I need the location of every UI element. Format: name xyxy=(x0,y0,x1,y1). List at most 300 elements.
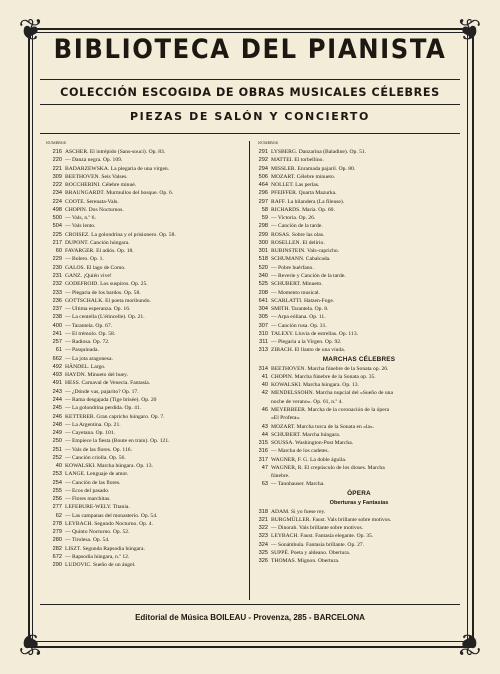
catalog-item-row xyxy=(48,264,244,272)
catalog-title: — Bolero. Op. 1. xyxy=(65,256,104,263)
catalog-title: CHOPIN. Marcha fúnebre de la Sonata op. 35. xyxy=(271,373,376,380)
catalog-number: 324 xyxy=(258,541,268,548)
catalog-title: SCHUMANN. Cabalcada. xyxy=(271,256,331,263)
catalog-item-row xyxy=(48,173,244,181)
left-catalog-column xyxy=(48,148,244,570)
catalog-number: 315 xyxy=(258,440,268,447)
catalog-title: — Sonámbula. Fantasía brillante. Op. 27. xyxy=(271,541,365,548)
catalog-number: 520 xyxy=(258,264,268,271)
catalog-item-row xyxy=(254,165,464,173)
catalog-number: 62 xyxy=(55,512,62,519)
column-header-left: NUMEROS xyxy=(46,141,67,145)
catalog-item-row xyxy=(48,222,244,230)
divider xyxy=(40,104,460,105)
catalog-item-row xyxy=(254,148,464,156)
catalog-title: — El trémolo. Op. 58. xyxy=(65,330,116,337)
catalog-number: 256 xyxy=(52,496,62,503)
catalog-item-row xyxy=(48,487,244,495)
catalog-number: 641 xyxy=(258,297,268,304)
catalog-item-row xyxy=(254,330,464,338)
march-item-row xyxy=(254,406,464,414)
catalog-number: 672 xyxy=(52,554,62,561)
march-item-row xyxy=(254,439,464,447)
catalog-title: — Flores marchitas. xyxy=(65,496,111,503)
catalog-number: 238 xyxy=(52,314,62,321)
catalog-number: 245 xyxy=(52,405,62,412)
catalog-number: 208 xyxy=(258,289,268,296)
catalog-item-row xyxy=(48,454,244,462)
catalog-title: GALOS. El lago de Como. xyxy=(65,264,126,271)
right-catalog-column xyxy=(254,148,464,565)
catalog-title: — Victoria. Op. 26. xyxy=(271,215,316,222)
catalog-item-row xyxy=(48,462,244,470)
catalog-number: 224 xyxy=(52,198,62,205)
catalog-item-row xyxy=(48,396,244,404)
catalog-number: 231 xyxy=(52,272,62,279)
section-subheading-opera: Oberturas y Fantasías xyxy=(329,499,389,506)
catalog-title: CHOPIN. Dos Nocturnos. xyxy=(65,206,124,213)
catalog-title: — Canción criolla. Op. 56. xyxy=(65,454,126,461)
catalog-title: SCHUBERT. Marcha húngara. xyxy=(271,431,341,438)
catalog-item-row xyxy=(48,206,244,214)
catalog-number: 323 xyxy=(258,533,268,540)
catalog-number: 229 xyxy=(52,256,62,263)
catalog-title: — Reverie y Canción de la tarde. xyxy=(271,272,346,279)
catalog-item-row xyxy=(48,363,244,371)
catalog-item-row xyxy=(48,379,244,387)
catalog-title: LEYBACH. Segundo Nocturno. Op. 4. xyxy=(65,520,153,527)
catalog-title: — Arpa eóliana. Op. 11. xyxy=(271,314,326,321)
catalog-item-row xyxy=(48,156,244,164)
catalog-item-row xyxy=(48,437,244,445)
catalog-item-row xyxy=(48,536,244,544)
catalog-number: 464 xyxy=(258,182,268,189)
catalog-item-row xyxy=(48,189,244,197)
catalog-item-row xyxy=(48,404,244,412)
catalog-number: 217 xyxy=(52,239,62,246)
catalog-number: 246 xyxy=(52,413,62,420)
march-item-row xyxy=(254,472,464,480)
catalog-item-row xyxy=(48,280,244,288)
catalog-title: — Rapsodia húngara, n.º 12. xyxy=(65,554,130,561)
catalog-number: 248 xyxy=(52,421,62,428)
catalog-title: — Pasquinada. xyxy=(65,347,99,354)
catalog-item-row xyxy=(254,264,464,272)
ornament-corner-icon: ❦ xyxy=(456,13,482,48)
catalog-title: — Las campanas del monasterio. Op. 54. xyxy=(65,512,158,519)
catalog-title: WAGNER, F. G. La doble águila. xyxy=(271,456,347,463)
catalog-number: 59 xyxy=(261,215,268,222)
catalog-number: 322 xyxy=(258,525,268,532)
catalog-number: 257 xyxy=(52,339,62,346)
catalog-title: BADARZEWSKA. La plegaria de una virgen. xyxy=(65,165,170,172)
catalog-title: SMITH. Tarantela. Op. 8. xyxy=(271,306,329,313)
catalog-item-row xyxy=(254,305,464,313)
catalog-title: HESS. Carnaval de Venecia. Fantasía. xyxy=(65,380,151,387)
opera-item-row xyxy=(254,532,464,540)
catalog-item-row xyxy=(48,528,244,536)
catalog-item-row xyxy=(254,189,464,197)
march-item-row xyxy=(254,447,464,455)
divider xyxy=(40,79,460,80)
catalog-item-row xyxy=(254,289,464,297)
catalog-number: 292 xyxy=(258,157,268,164)
catalog-item-row xyxy=(48,305,244,313)
march-item-row xyxy=(254,365,464,373)
catalog-number: 234 xyxy=(52,190,62,197)
catalog-item-row xyxy=(254,272,464,280)
catalog-number: 291 xyxy=(258,149,268,155)
catalog-title: HÄNDEL. Largo. xyxy=(65,363,106,370)
catalog-title: RICHARDS. María. Op. 60. xyxy=(271,206,335,213)
catalog-title: LISZT. Segunda Rapsodia húngara. xyxy=(65,545,145,552)
catalog-title: — Vals lento. xyxy=(65,223,96,230)
march-item-row xyxy=(254,414,464,422)
catalog-title: — Tarantela. Op. 67. xyxy=(65,322,113,329)
catalog-title: — Radiosa. Op. 72. xyxy=(65,339,110,346)
catalog-number: 216 xyxy=(52,149,62,155)
catalog-item-row xyxy=(48,355,244,363)
catalog-number: 662 xyxy=(52,355,62,362)
catalog-number: 221 xyxy=(52,165,62,172)
catalog-number: 296 xyxy=(258,190,268,197)
catalog-number: 298 xyxy=(258,223,268,230)
catalog-number: 243 xyxy=(52,388,62,395)
catalog-title: LEFEBURE-WELY. Titania. xyxy=(65,504,130,511)
catalog-title: KOWALSKI. Marcha húngara. Op. 13. xyxy=(271,382,359,389)
catalog-title: BRAUNGARDT. Murmullos del bosque. Op. 6. xyxy=(65,190,174,197)
catalog-number: 290 xyxy=(52,562,62,569)
catalog-title: — ¿Dónde vas, pajarito? Op. 17. xyxy=(65,388,139,395)
catalog-item-row xyxy=(254,173,464,181)
catalog-item-row xyxy=(254,214,464,222)
catalog-item-row xyxy=(48,247,244,255)
catalog-item-row xyxy=(254,181,464,189)
catalog-item-row xyxy=(48,330,244,338)
catalog-number: 41 xyxy=(261,373,268,380)
catalog-title: GODEFROID. Los suspiros. Op. 25. xyxy=(65,281,148,288)
catalog-title: KETTERER. Gran capricho húngaro. Op. 7. xyxy=(65,413,165,420)
catalog-number: 321 xyxy=(258,516,268,523)
catalog-title: PFEIFFER. Quarta Mazurka. xyxy=(271,190,337,197)
catalog-item-row xyxy=(48,413,244,421)
catalog-item-row xyxy=(48,470,244,478)
catalog-number: 326 xyxy=(258,558,268,565)
ornament-corner-icon: ❦ xyxy=(456,626,482,661)
catalog-item-row xyxy=(254,313,464,321)
catalog-number: 518 xyxy=(258,256,268,263)
catalog-number: 250 xyxy=(52,438,62,445)
catalog-number: 222 xyxy=(52,182,62,189)
catalog-number: 253 xyxy=(52,471,62,478)
catalog-title: MOZART. Célebre minueto. xyxy=(271,173,336,180)
catalog-title: — La jota aragonesa. xyxy=(65,355,113,362)
catalog-number: 46 xyxy=(261,406,268,413)
catalog-title: «El Profeta». xyxy=(271,415,301,422)
catalog-item-row xyxy=(254,247,464,255)
divider xyxy=(40,604,460,605)
catalog-title: MATTEI. El torbellino. xyxy=(271,157,324,164)
catalog-title: fúnebre. xyxy=(271,473,290,480)
catalog-item-row xyxy=(48,289,244,297)
catalog-item-row xyxy=(48,297,244,305)
catalog-item-row xyxy=(48,479,244,487)
catalog-title: noche de verano». Op. 61, n.º 4. xyxy=(271,398,343,405)
catalog-item-row xyxy=(254,346,464,354)
catalog-title: — Plegaria a la Virgen. Op. 92. xyxy=(271,339,342,346)
catalog-number: 525 xyxy=(258,281,268,288)
catalog-number: 241 xyxy=(52,330,62,337)
page-subtitle: COLECCIÓN ESCOGIDA DE OBRAS MUSICALES CÉLEBRES xyxy=(60,86,440,99)
march-item-row xyxy=(254,464,464,472)
catalog-title: COOTE. Serenata-Vals. xyxy=(65,198,119,205)
catalog-title: LEYBACH. Faust. Fantasía elegante. Op. 35. xyxy=(271,533,374,540)
catalog-title: CROISEZ. La golondrina y el prisionero. Op. 58. xyxy=(65,231,176,238)
catalog-title: MEYERBEER. Marcha de la coronación de la ópera xyxy=(271,406,390,413)
catalog-item-row xyxy=(254,156,464,164)
catalog-item-row xyxy=(254,198,464,206)
section-heading-marchas: MARCHAS CÉLEBRES xyxy=(322,355,396,363)
catalog-number: 504 xyxy=(52,223,62,230)
catalog-title: — Cayetana. Op. 101. xyxy=(65,430,116,437)
catalog-title: GANZ. ¡Quién vive! xyxy=(65,272,112,279)
catalog-item-row xyxy=(254,297,464,305)
catalog-item-row xyxy=(48,545,244,553)
catalog-title: — Canción de la tarde. xyxy=(271,223,323,230)
catalog-item-row xyxy=(48,520,244,528)
catalog-title: — Marcha de los cadetes. xyxy=(271,448,329,455)
catalog-number: 230 xyxy=(52,264,62,271)
catalog-title: MISSLER. Enramada pajaril. Op. 80. xyxy=(271,165,356,172)
catalog-title: ROSAS. Sobre las olas. xyxy=(271,231,325,238)
catalog-number: 310 xyxy=(258,330,268,337)
catalog-title: HAYDN. Minueto del buey. xyxy=(65,372,128,379)
ornament-corner-icon: ❦ xyxy=(18,626,44,661)
catalog-title: — Tirolesa. Op. 54. xyxy=(65,537,110,544)
catalog-number: 304 xyxy=(258,306,268,313)
catalog-title: — La Argentina. Op. 21. xyxy=(65,421,121,428)
catalog-title: — Plegaria de los bardos. Op. 58. xyxy=(65,289,141,296)
catalog-number: 294 xyxy=(258,165,268,172)
catalog-item-row xyxy=(48,338,244,346)
catalog-number: 61 xyxy=(55,347,62,354)
catalog-number: 232 xyxy=(52,281,62,288)
catalog-title: SCHUBERT. Minueto. xyxy=(271,281,323,288)
catalog-title: RAFF. La hilandera (La fileuse). xyxy=(271,198,345,205)
catalog-number: 277 xyxy=(52,504,62,511)
catalog-number: 297 xyxy=(258,198,268,205)
catalog-item-row xyxy=(48,313,244,321)
catalog-item-row xyxy=(48,371,244,379)
catalog-number: 313 xyxy=(258,347,268,354)
catalog-item-row xyxy=(48,214,244,222)
divider xyxy=(40,133,460,134)
catalog-number: 220 xyxy=(52,157,62,164)
catalog-item-row xyxy=(48,181,244,189)
catalog-title: FAVARGER. El adiós. Op. 18. xyxy=(65,248,134,255)
catalog-number: 316 xyxy=(258,448,268,455)
catalog-title: DUPONT. Canción húngara. xyxy=(65,239,130,246)
catalog-number: 300 xyxy=(258,239,268,246)
catalog-item-row xyxy=(48,231,244,239)
catalog-number: 236 xyxy=(52,297,62,304)
catalog-number: 47 xyxy=(261,464,268,471)
march-item-row xyxy=(254,389,464,397)
catalog-title: — La golondrina perdida. Op. 41. xyxy=(65,405,142,412)
march-item-row xyxy=(254,480,464,488)
opera-item-row xyxy=(254,541,464,549)
catalog-number: 309 xyxy=(52,173,62,180)
catalog-item-row xyxy=(254,239,464,247)
catalog-title: — Rama desgajada (Tige brisée). Op. 20 xyxy=(65,396,157,403)
catalog-title: BEETHOVEN. Seis Valses. xyxy=(65,173,128,180)
catalog-title: LUDOVIC. Sueño de un ángel. xyxy=(65,562,136,569)
catalog-number: 492 xyxy=(52,363,62,370)
catalog-number: 299 xyxy=(258,231,268,238)
publisher-footer: Editorial de Música BOILEAU - Provenza, 285 - BARCELONA xyxy=(135,613,365,622)
catalog-number: 42 xyxy=(261,390,268,397)
catalog-title: WAGNER, R. El crepúsculo de los dioses. Marcha xyxy=(271,464,385,471)
section-title: PIEZAS DE SALÓN Y CONCIERTO xyxy=(130,110,370,123)
catalog-number: 249 xyxy=(52,430,62,437)
catalog-number: 251 xyxy=(52,446,62,453)
catalog-title: ADAM. Si yo fuese rey. xyxy=(271,508,326,515)
catalog-item-row xyxy=(254,322,464,330)
catalog-title: SOUSSA. Washington-Post Marcha. xyxy=(271,440,354,447)
catalog-number: 237 xyxy=(52,306,62,313)
catalog-number: 43 xyxy=(261,423,268,430)
catalog-title: ASCHER. El intrépido (Sans-souci). Op. 83. xyxy=(65,149,166,155)
catalog-item-row xyxy=(48,495,244,503)
opera-item-row xyxy=(254,524,464,532)
catalog-item-row xyxy=(254,280,464,288)
catalog-title: ZIBACH. El llanto de una viuda. xyxy=(271,347,346,354)
catalog-title: — Danza negra. Op. 109. xyxy=(65,157,123,164)
catalog-item-row xyxy=(48,148,244,156)
catalog-title: SCARLATTI. Hatzen-Fuge. xyxy=(271,297,335,304)
catalog-title: ROSELLEN. El delirio. xyxy=(271,239,325,246)
catalog-number: 233 xyxy=(52,289,62,296)
catalog-item-row xyxy=(48,322,244,330)
catalog-title: RUBINSTEIN. Vals-capricho. xyxy=(271,248,340,255)
catalog-number: 318 xyxy=(258,508,268,515)
catalog-number: 58 xyxy=(261,206,268,213)
catalog-item-row xyxy=(48,446,244,454)
catalog-title: TALEXY. Lluvia de estrellas. Op. 113. xyxy=(271,330,359,337)
catalog-item-row xyxy=(254,222,464,230)
catalog-title: NOLLET. Las perlas. xyxy=(271,182,320,189)
catalog-number: 311 xyxy=(259,339,268,346)
catalog-title: — Ultima esperanza. Op. 16. xyxy=(65,306,131,313)
march-item-row xyxy=(254,423,464,431)
catalog-number: 317 xyxy=(258,456,268,463)
catalog-title: — Tannhauser. Marcha. xyxy=(271,481,325,488)
catalog-item-row xyxy=(254,338,464,346)
page-title: BIBLIOTECA DEL PIANISTA xyxy=(53,34,447,65)
march-item-row xyxy=(254,373,464,381)
catalog-number: 400 xyxy=(52,322,62,329)
march-item-row xyxy=(254,398,464,406)
catalog-item-row xyxy=(48,198,244,206)
opera-item-row xyxy=(254,557,464,565)
catalog-number: 254 xyxy=(52,479,62,486)
catalog-title: — Empiece la fiesta (Boute en train). Op. 121. xyxy=(65,438,170,445)
catalog-title: KOWALSKI. Marcha húngara. Op. 13. xyxy=(65,463,153,470)
catalog-title: LYSBERG. Danzarina (Baladine). Op. 51. xyxy=(271,149,367,155)
catalog-number: 498 xyxy=(52,206,62,213)
catalog-title: — Vals de las flores. Op. 116. xyxy=(65,446,132,453)
catalog-number: 280 xyxy=(52,537,62,544)
catalog-item-row xyxy=(48,512,244,520)
catalog-number: 506 xyxy=(258,173,268,180)
catalog-number: 244 xyxy=(52,396,62,403)
catalog-title: — Dinorah. Vals brillante sobre motivos. xyxy=(271,525,364,532)
opera-item-row xyxy=(254,508,464,516)
opera-item-row xyxy=(254,549,464,557)
catalog-item-row xyxy=(48,239,244,247)
catalog-title: MENDELSSOHN. Marcha nupcial del «Sueño de una xyxy=(271,390,393,397)
catalog-number: 282 xyxy=(52,545,62,552)
catalog-number: 307 xyxy=(258,322,268,329)
catalog-title: SUPPÉ. Poeta y aldeano. Obertura. xyxy=(271,549,351,556)
catalog-number: 63 xyxy=(261,481,268,488)
opera-item-row xyxy=(254,516,464,524)
catalog-item-row xyxy=(48,255,244,263)
catalog-number: 44 xyxy=(261,431,268,438)
catalog-number: 493 xyxy=(52,372,62,379)
catalog-number: 325 xyxy=(258,549,268,556)
catalog-item-row xyxy=(48,388,244,396)
catalog-number: 252 xyxy=(52,454,62,461)
catalog-title: GOTTSCHALK. El poeta moribundo. xyxy=(65,297,151,304)
catalog-number: 305 xyxy=(258,314,268,321)
march-item-row xyxy=(254,456,464,464)
catalog-number: 301 xyxy=(258,248,268,255)
catalog-title: — Canción rusa. Op. 31. xyxy=(271,322,327,329)
column-divider xyxy=(249,141,250,600)
march-item-row xyxy=(254,431,464,439)
catalog-title: — La centella (L'étincelle). Op. 21. xyxy=(65,314,145,321)
catalog-number: 278 xyxy=(52,520,62,527)
catalog-item-row xyxy=(254,255,464,263)
catalog-number: 279 xyxy=(52,529,62,536)
catalog-item-row xyxy=(48,346,244,354)
catalog-number: 40 xyxy=(55,463,62,470)
march-item-row xyxy=(254,381,464,389)
catalog-title: BOCCHERINI. Célebre minué. xyxy=(65,182,137,189)
catalog-item-row xyxy=(48,561,244,569)
section-heading-opera: ÓPERA xyxy=(347,489,371,497)
catalog-item-row xyxy=(48,272,244,280)
catalog-title: — Vals, n.º 6. xyxy=(65,215,96,222)
catalog-number: 314 xyxy=(258,365,268,372)
catalog-item-row xyxy=(254,206,464,214)
catalog-title: — Canción de las flores. xyxy=(65,479,121,486)
catalog-title: LANGE. Lenguaje de amor. xyxy=(65,471,129,478)
catalog-item-row xyxy=(48,165,244,173)
catalog-title: BURGMÜLLER. Faust. Vals brillante sobre motivos. xyxy=(271,516,392,523)
catalog-item-row xyxy=(48,553,244,561)
catalog-number: 60 xyxy=(55,248,62,255)
catalog-item-row xyxy=(48,503,244,511)
catalog-title: — Momento musical. xyxy=(271,289,320,296)
catalog-number: 500 xyxy=(52,215,62,222)
catalog-title: — Ecos del pasado. xyxy=(65,487,110,494)
catalog-title: — Quinto Nocturno. Op. 52. xyxy=(65,529,130,536)
catalog-item-row xyxy=(254,231,464,239)
catalog-item-row xyxy=(48,429,244,437)
catalog-number: 225 xyxy=(52,231,62,238)
